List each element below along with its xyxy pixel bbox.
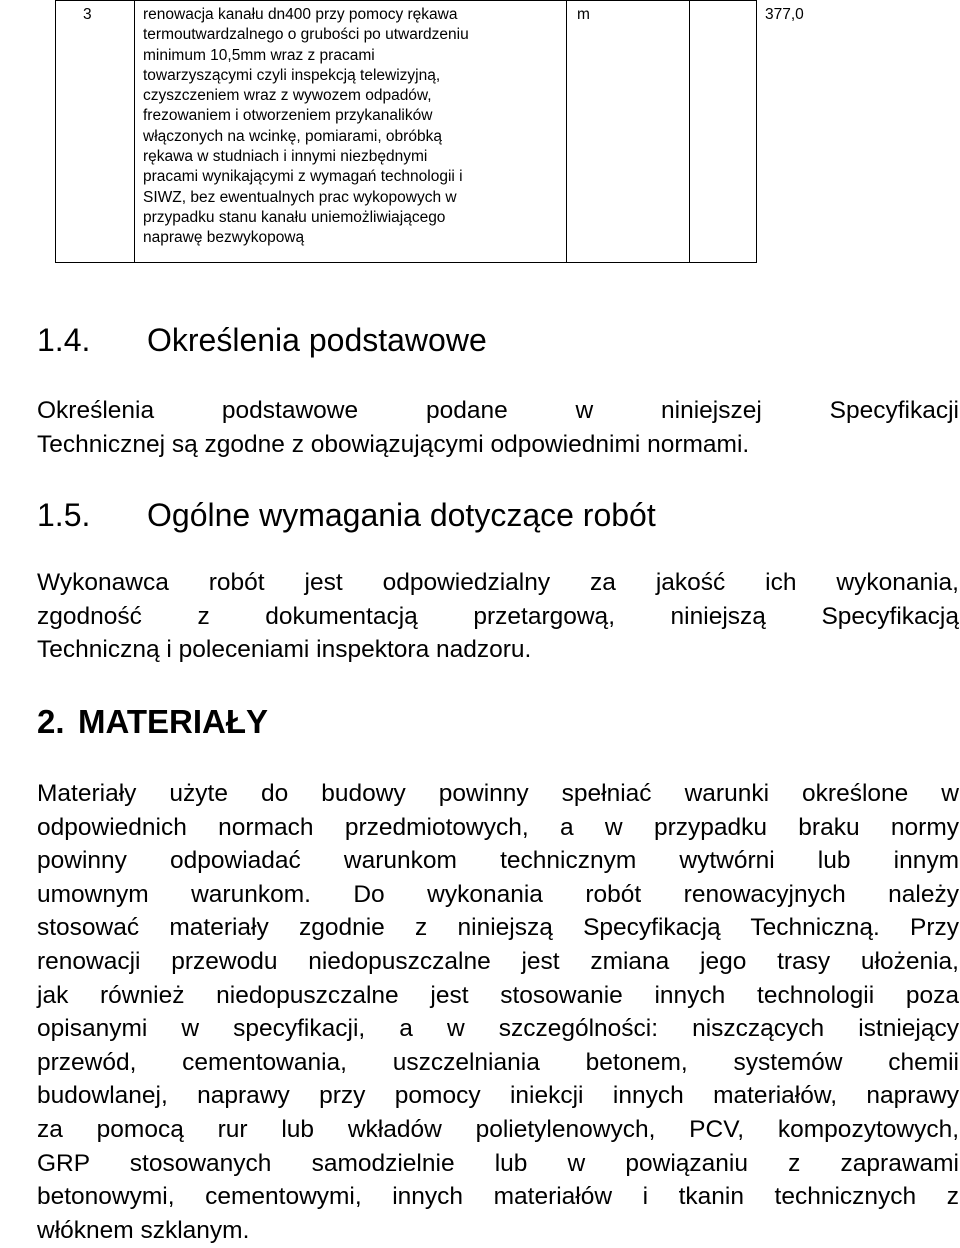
description-line: przypadku stanu kanału uniemożliwiającego	[143, 208, 446, 226]
section-1-4-heading	[37, 322, 487, 358]
paragraph-line: renowacji przewodu niedopuszczalne jest zmiana jego trasy ułożenia,	[37, 947, 959, 975]
section-2-paragraph	[37, 777, 959, 1247]
section-title: MATERIAŁY	[78, 703, 269, 740]
description-line: minimum 10,5mm wraz z pracami	[143, 46, 375, 64]
description-line: pracami wynikającymi z wymagań technologii i	[143, 168, 463, 186]
paragraph-line: Techniczną i poleceniami inspektora nadzoru.	[37, 636, 532, 664]
paragraph-line: Określenia podstawowe podane w niniejszej Specyfikacji	[37, 397, 959, 424]
section-number: 1.5.	[37, 497, 91, 533]
paragraph-line: betonowymi, cementowymi, innych materiałów i tkanin technicznych z	[37, 1183, 959, 1211]
section-number: 2.	[37, 703, 65, 740]
description-line: rękawa w studniach i innymi niezbędnymi	[143, 148, 428, 166]
paragraph-line: zgodność z dokumentacją przetargową, niniejszą Specyfikacją	[37, 602, 959, 630]
description-line: SIWZ, bez ewentualnych prac wykopowych w	[143, 188, 457, 206]
paragraph-line: Wykonawca robót jest odpowiedzialny za jakość ich wykonania,	[37, 569, 959, 596]
description-line: termoutwardzalnego o grubości po utwardzeniu	[143, 26, 469, 44]
section-title: Ogólne wymagania dotyczące robót	[147, 497, 656, 533]
row-number-cell: 3	[56, 1, 135, 263]
section-2-heading	[37, 703, 268, 741]
paragraph-line: przewód, cementowania, uszczelniania betonem, systemów chemii	[37, 1048, 959, 1076]
description-line: frezowaniem i otworzeniem przykanalików	[143, 107, 433, 125]
section-number: 1.4.	[37, 322, 91, 358]
paragraph-line: za pomocą rur lub wkładów polietylenowych, PCV, kompozytowych,	[37, 1115, 959, 1143]
description-line: naprawę bezwykopową	[143, 229, 305, 247]
paragraph-line: włóknem szklanym.	[37, 1216, 250, 1244]
paragraph-line: jak również niedopuszczalne jest stosowanie innych technologii poza	[37, 981, 959, 1009]
description-cell	[135, 1, 567, 263]
table-row	[56, 1, 757, 263]
section-title: Określenia podstawowe	[147, 322, 487, 358]
description-line: renowacja kanału dn400 przy pomocy rękawa	[143, 6, 458, 23]
section-1-5-paragraph	[37, 566, 959, 667]
description-line: towarzyszącymi czyli inspekcją telewizyjną,	[143, 66, 441, 84]
quantity-cell: 377,0	[690, 1, 757, 263]
paragraph-line: budowlanej, naprawy przy pomocy iniekcji innych materiałów, naprawy	[37, 1082, 959, 1110]
paragraph-line: powinny odpowiadać warunkom technicznym wytwórni lub innym	[37, 847, 959, 875]
paragraph-line: Technicznej są zgodne z obowiązującymi odpowiednimi normami.	[37, 430, 750, 458]
cost-table	[55, 0, 804, 263]
paragraph-line: Materiały użyte do budowy powinny spełniać warunki określone w	[37, 780, 959, 807]
description-line: czyszczeniem wraz z wywozem odpadów,	[143, 87, 432, 105]
section-1-5-heading	[37, 497, 656, 533]
paragraph-line: umownym warunkom. Do wykonania robót renowacyjnych należy	[37, 880, 959, 908]
paragraph-line: GRP stosowanych samodzielnie lub w powiązaniu z zaprawami	[37, 1149, 959, 1177]
unit-cell: m	[567, 1, 690, 263]
paragraph-line: opisanymi w specyfikacji, a w szczególności: niszczących istniejący	[37, 1015, 959, 1043]
description-line: włączonych na wcinkę, pomiarami, obróbką	[143, 127, 442, 145]
paragraph-line: stosować materiały zgodnie z niniejszą Specyfikacją Techniczną. Przy	[37, 914, 959, 942]
section-1-4-paragraph	[37, 394, 959, 461]
paragraph-line: odpowiednich normach przedmiotowych, a w przypadku braku normy	[37, 813, 959, 841]
